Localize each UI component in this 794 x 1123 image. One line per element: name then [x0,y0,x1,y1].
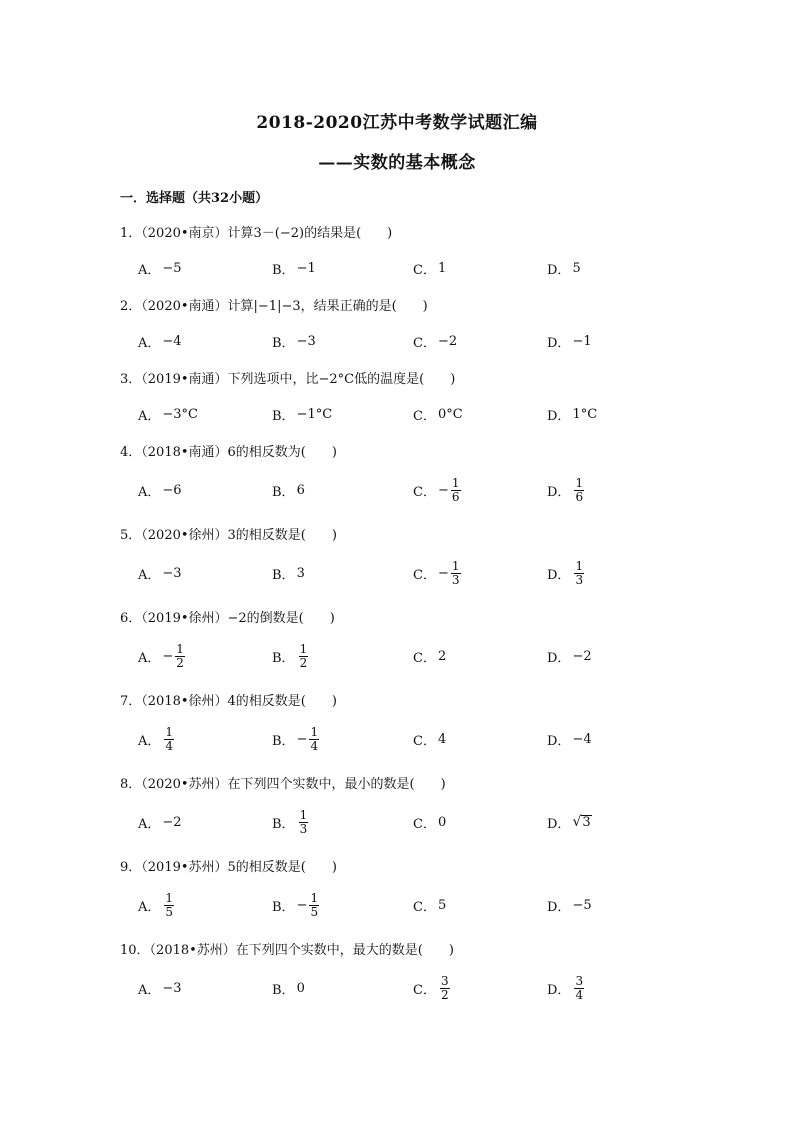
option-label: C． [413,733,436,749]
option-row [0,807,794,837]
option-choice [138,558,182,588]
option-label: C． [413,408,436,424]
option-choice [547,326,592,356]
option-sign: − [162,648,174,664]
fraction-denominator: 6 [575,489,584,504]
fraction-numerator: 1 [299,641,308,656]
fraction [574,560,584,587]
option-value: 3 [296,565,305,581]
option-row [0,558,794,588]
option-row [0,973,794,1003]
option-value: 2 [437,648,447,664]
option-row [0,724,794,754]
fraction [164,892,174,919]
fraction-numerator: 1 [310,890,319,905]
option-label: B． [272,982,295,998]
option-choice [272,558,305,588]
option-choice [413,641,446,671]
option-choice [272,399,332,429]
option-choice [547,807,592,837]
question-stem: 10．（2018•苏州）在下列四个实数中，最大的数是( ) [120,943,454,958]
option-sign: − [437,482,449,498]
option-choice [413,890,446,920]
question-stem: 9．（2019•苏州）5的相反数是( ) [120,860,337,875]
option-value: −2 [572,648,592,664]
question-stem: 7．（2018•徐州）4的相反数是( ) [120,694,337,709]
option-choice [272,807,308,837]
fraction-numerator: 3 [575,973,584,988]
option-row [0,475,794,505]
option-value: 1°C [572,406,598,422]
option-value: −1 [296,260,316,276]
fraction [309,726,319,753]
fraction-denominator: 3 [575,572,584,587]
option-value: −1°C [296,406,333,422]
option-value: 0 [296,980,305,996]
option-label: D． [547,733,571,749]
option-choice [138,890,174,920]
option-label: C． [413,982,436,998]
option-choice [547,890,592,920]
option-choice [272,475,305,505]
option-choice [138,724,174,754]
option-choice [272,253,316,283]
option-row [0,890,794,920]
option-value: −3°C [162,406,199,422]
option-label: D． [547,650,571,666]
option-label: C． [413,262,436,278]
option-choice [413,399,463,429]
option-label: B． [272,650,295,666]
option-label: D． [547,262,571,278]
fraction [299,809,309,836]
option-label: A． [138,816,161,832]
option-choice [272,326,316,356]
fraction [164,726,174,753]
option-choice [547,724,592,754]
fraction-numerator: 1 [451,475,460,490]
fraction-numerator: 1 [451,558,460,573]
option-value: −1 [572,333,592,349]
option-value: 5 [437,897,447,913]
option-row [0,641,794,671]
option-choice [138,475,182,505]
option-value: −2 [437,333,458,349]
option-label: C． [413,567,436,583]
option-row [0,253,794,283]
option-sign: − [437,565,449,581]
fraction-numerator: 1 [165,890,174,905]
option-choice [547,475,584,505]
option-choice [413,253,446,283]
option-label: A． [138,650,161,666]
option-choice [547,641,592,671]
option-label: A． [138,262,161,278]
option-choice [547,253,581,283]
option-value: 0 [437,814,447,830]
option-label: D． [547,567,571,583]
fraction-numerator: 1 [299,807,308,822]
option-choice [413,475,461,505]
option-label: B． [272,816,295,832]
option-label: D． [547,982,571,998]
question-stem: 8．（2020•苏州）在下列四个实数中，最小的数是( ) [120,777,446,792]
fraction-denominator: 2 [440,987,449,1002]
fraction [451,560,461,587]
option-row [0,399,794,429]
option-value: 1 [437,260,447,276]
document-title: 2018-2020江苏中考数学试题汇编 [256,113,538,133]
option-choice [547,399,597,429]
fraction-denominator: 2 [299,655,308,670]
option-value: 5 [572,260,581,276]
option-value: −3 [162,565,182,581]
option-choice [272,890,319,920]
option-choice [138,253,182,283]
option-choice [413,807,446,837]
option-value: 6 [296,482,305,498]
option-choice [547,558,584,588]
option-value: 4 [437,731,447,747]
fraction-denominator: 3 [451,572,460,587]
fraction-denominator: 2 [176,655,184,670]
option-choice [272,641,308,671]
fraction-numerator: 1 [310,724,319,739]
fraction-numerator: 1 [165,724,174,739]
option-label: B． [272,899,295,915]
option-label: C． [413,335,436,351]
fraction [440,975,450,1002]
option-value: −4 [572,731,592,747]
option-label: A． [138,733,161,749]
fraction-denominator: 5 [165,904,174,919]
option-choice [138,641,185,671]
option-label: C． [413,899,436,915]
option-label: B． [272,567,295,583]
fraction [451,477,461,504]
fraction-denominator: 3 [299,821,308,836]
question-stem: 2．（2020•南通）计算|−1|−3，结果正确的是( ) [120,299,428,314]
option-choice [138,399,198,429]
option-label: B． [272,733,295,749]
option-sign: − [296,731,308,747]
fraction [309,892,319,919]
radicand: 3 [582,815,591,830]
fraction-denominator: 4 [310,738,319,753]
fraction-numerator: 1 [176,641,184,656]
option-label: A． [138,567,161,583]
option-choice [138,807,182,837]
option-choice [272,973,305,1003]
option-label: B． [272,335,295,351]
option-label: B． [272,262,295,278]
option-label: C． [413,484,436,500]
option-choice [547,973,584,1003]
document-subtitle: ——实数的基本概念 [318,153,476,173]
question-stem: 6．（2019•徐州）−2的倒数是( ) [120,611,335,626]
fraction-denominator: 6 [451,489,460,504]
fraction-denominator: 4 [165,738,174,753]
section-heading: 一．选择题（共32小题） [120,191,269,206]
fraction [574,477,584,504]
fraction-numerator: 1 [575,475,584,490]
option-choice [413,326,457,356]
option-choice [272,724,319,754]
fraction [299,643,309,670]
option-choice [413,724,446,754]
option-label: A． [138,484,161,500]
option-choice [413,973,450,1003]
option-choice [413,558,461,588]
option-value: −3 [162,980,182,996]
option-label: C． [413,816,436,832]
fraction [175,643,185,670]
option-row [0,326,794,356]
question-stem: 5．（2020•徐州）3的相反数是( ) [120,528,337,543]
option-sign: − [296,897,308,913]
option-value: 0°C [437,406,463,422]
option-value: −5 [162,260,182,276]
option-label: A． [138,982,161,998]
fraction-denominator: 4 [575,987,584,1002]
question-stem: 1．（2020•南京）计算3－(−2)的结果是( ) [120,226,393,241]
option-label: D． [547,408,571,424]
option-choice [138,973,182,1003]
option-value: −2 [162,814,182,830]
option-value: −3 [296,333,316,349]
option-label: A． [138,408,161,424]
radical-sign-icon: √ [572,814,582,830]
option-value: −6 [162,482,182,498]
option-label: D． [547,899,571,915]
option-label: A． [138,335,161,351]
option-label: D． [547,335,571,351]
option-label: A． [138,899,161,915]
square-root [572,814,591,830]
fraction-numerator: 3 [440,973,449,988]
fraction [574,975,584,1002]
fraction-denominator: 5 [310,904,319,919]
option-label: D． [547,816,571,832]
option-value: −4 [162,333,182,349]
question-stem: 4．（2018•南通）6的相反数为( ) [120,445,337,460]
fraction-numerator: 1 [575,558,584,573]
option-choice [138,326,182,356]
option-label: D． [547,484,571,500]
option-label: B． [272,408,295,424]
option-value: −5 [572,897,592,913]
option-label: C． [413,650,436,666]
question-stem: 3．（2019•南通）下列选项中，比−2°C低的温度是( ) [120,372,456,387]
option-label: B． [272,484,295,500]
